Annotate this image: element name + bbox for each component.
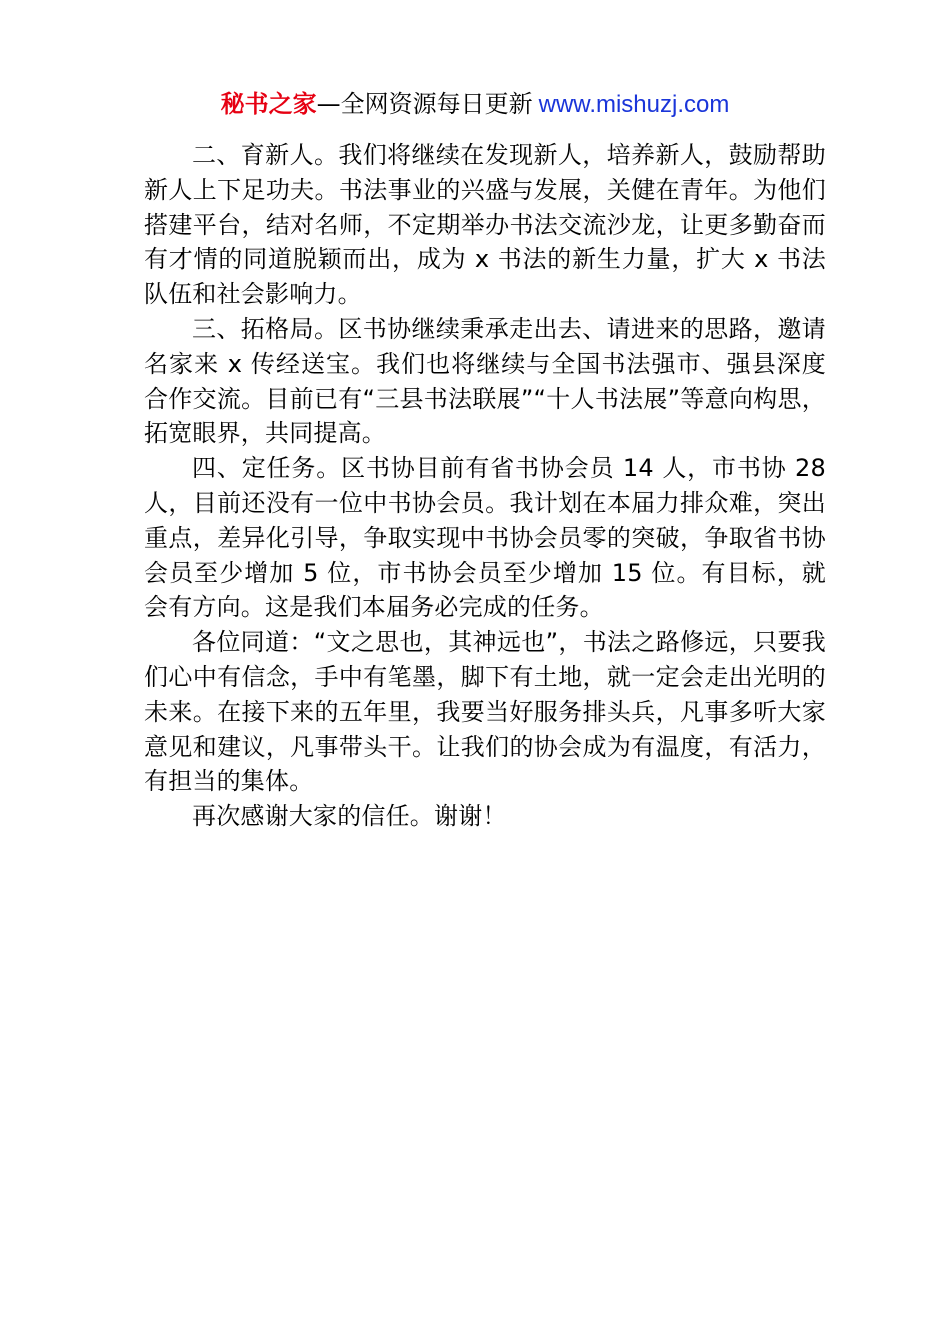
brand-name: 秘书之家 bbox=[220, 90, 317, 118]
document-body bbox=[144, 138, 826, 834]
paragraph-expand-horizons: 三、拓格局。区书协继续秉承走出去、请进来的思路，邀请名家来 x 传经送宝。我们也将继续与全国书法强市、强县深度合作交流。目前已有“三县书法联展”“十人书法展”等意向构思，拓宽眼界，共同提高。 bbox=[144, 314, 826, 448]
paragraph-set-tasks: 四、定任务。区书协目前有省书协会员 14 人，市书协 28 人，目前还没有一位中书协会员。我计划在本届力排众难，突出重点，差异化引导，争取实现中书协会员零的突破，争取省书协会员至少增加 5 位，市书协会员至少增加 15 位。有目标，就会有方向。这是我们本届务必完成的任务。 bbox=[144, 454, 826, 622]
page-header bbox=[0, 86, 950, 123]
paragraph-nurture-talent: 二、育新人。我们将继续在发现新人，培养新人，鼓励帮助新人上下足功夫。书法事业的兴盛与发展，关健在青年。为他们搭建平台，结对名师，不定期举办书法交流沙龙，让更多勤奋而有才情的同道脱颖而出，成为 x 书法的新生力量，扩大 x 书法队伍和社会影响力。 bbox=[144, 141, 826, 309]
header-tagline: —全网资源每日更新 bbox=[316, 90, 533, 118]
paragraph-thanks: 再次感谢大家的信任。谢谢！ bbox=[192, 802, 507, 831]
paragraph-address-colleagues: 各位同道：“文之思也，其神远也”，书法之路修远，只要我们心中有信念，手中有笔墨，脚下有土地，就一定会走出光明的未来。在接下来的五年里，我要当好服务排头兵，凡事多听大家意见和建议，凡事带头干。让我们的协会成为有温度，有活力，有担当的集体。 bbox=[144, 628, 826, 796]
site-link[interactable]: www.mishuzj.com bbox=[538, 91, 730, 118]
